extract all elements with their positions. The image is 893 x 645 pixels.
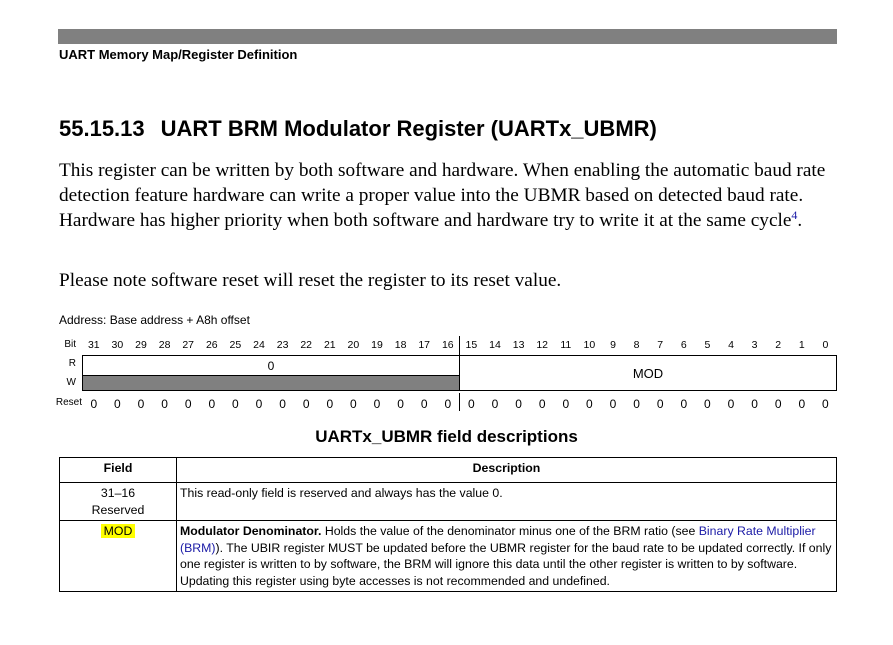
bit-number: 14 bbox=[489, 339, 501, 351]
paragraph-2: Please note software reset will reset the register to its reset value. bbox=[59, 270, 562, 291]
reset-value: 0 bbox=[326, 397, 334, 411]
description-column-header: Description bbox=[177, 458, 837, 483]
bit-number: 6 bbox=[680, 339, 687, 351]
reset-value: 0 bbox=[397, 397, 404, 411]
reserved-read-value: 0 bbox=[267, 359, 275, 373]
register-address: Address: Base address + A8h offset bbox=[59, 313, 250, 327]
field-name: Reserved bbox=[91, 502, 145, 517]
section-number: 55.15.13 bbox=[59, 116, 145, 141]
brm-link[interactable]: Binary Rate Multiplier (BRM) bbox=[180, 524, 816, 555]
bit-number: 10 bbox=[583, 339, 596, 351]
write-row-label: W bbox=[66, 377, 76, 388]
bit-number: 25 bbox=[229, 339, 242, 351]
reset-value: 0 bbox=[822, 397, 829, 411]
reserved-write-bar bbox=[83, 375, 459, 390]
paragraph-1-text: This register can be written by both software and hardware. When enabling the automatic baud rate detection feature hardware can write a proper value into the UBMR based on detected baud rate. Hardware has higher priority when both software and hardware try to write it at the same cycle bbox=[59, 160, 826, 231]
description-bold-lead: Modulator Denominator. bbox=[180, 524, 322, 538]
bit-number: 24 bbox=[253, 339, 265, 351]
reset-value: 0 bbox=[468, 397, 475, 411]
bit-row-label: Bit bbox=[64, 339, 76, 350]
bit-number: 9 bbox=[610, 339, 616, 351]
bit-number: 8 bbox=[633, 339, 640, 351]
bit-number: 13 bbox=[512, 339, 525, 351]
bit-number: 23 bbox=[276, 339, 289, 351]
reset-value: 0 bbox=[538, 397, 546, 411]
description-cell bbox=[177, 521, 837, 592]
bit-number: 12 bbox=[536, 339, 549, 351]
section-heading bbox=[59, 116, 657, 142]
bit-number: 15 bbox=[465, 339, 478, 351]
bit-number: 5 bbox=[704, 339, 711, 351]
description-text: Holds the value of the denominator minus one of the BRM ratio (see bbox=[321, 524, 699, 538]
reset-value: 0 bbox=[586, 397, 593, 411]
reset-value: 0 bbox=[727, 397, 735, 411]
bit-number: 17 bbox=[418, 339, 431, 351]
bit-number: 7 bbox=[657, 339, 664, 351]
bit-number: 4 bbox=[728, 339, 734, 351]
bit-number: 2 bbox=[775, 339, 782, 351]
bit-number: 27 bbox=[182, 339, 195, 351]
description-text-end: ). The UBIR register MUST be updated before the UBMR register for the baud rate to be updated correctly. If only one register is written to by software, the BRM will ignore this data until the other register is written to by software. Updating this register using byte accesses is not recommended and undefined. bbox=[180, 540, 832, 588]
reset-value: 0 bbox=[444, 397, 452, 411]
reset-value: 0 bbox=[90, 397, 98, 411]
bit-number: 30 bbox=[111, 339, 124, 351]
running-head: UART Memory Map/Register Definition bbox=[59, 47, 298, 62]
header-rule bbox=[58, 42, 837, 44]
reset-value: 0 bbox=[114, 397, 121, 411]
field-column-header: Field bbox=[60, 458, 177, 483]
field-cell bbox=[60, 483, 177, 521]
reset-value: 0 bbox=[680, 397, 688, 411]
table-row bbox=[60, 483, 837, 521]
bit-number: 26 bbox=[205, 339, 218, 351]
reset-value: 0 bbox=[774, 397, 782, 411]
reset-value: 0 bbox=[656, 397, 664, 411]
bit-number: 29 bbox=[135, 339, 147, 351]
bit-number: 18 bbox=[394, 339, 407, 351]
bit-divider-top bbox=[459, 336, 460, 355]
bit-number: 20 bbox=[347, 339, 360, 351]
field-cell bbox=[60, 521, 177, 592]
bit-number: 22 bbox=[300, 339, 313, 351]
bit-number: 28 bbox=[158, 339, 171, 351]
description-cell: This read-only field is reserved and always has the value 0. bbox=[177, 483, 837, 521]
table-header-row bbox=[60, 458, 837, 483]
bit-number: 31 bbox=[87, 339, 100, 351]
bit-number: 3 bbox=[751, 339, 758, 351]
reset-value: 0 bbox=[633, 397, 640, 411]
field-name-highlighted: MOD bbox=[101, 524, 136, 538]
paragraph-1-end: . bbox=[797, 210, 803, 231]
reset-row-label: Reset bbox=[55, 397, 82, 408]
table-row bbox=[60, 521, 837, 592]
footnote-link[interactable]: 4 bbox=[791, 208, 798, 222]
reset-value: 0 bbox=[279, 397, 286, 411]
reset-value: 0 bbox=[515, 397, 522, 411]
reset-value: 0 bbox=[751, 397, 758, 411]
reserved-field-box bbox=[82, 355, 460, 391]
bit-number: 19 bbox=[371, 339, 383, 351]
mod-field-box bbox=[459, 355, 837, 391]
field-bits: 31–16 bbox=[100, 486, 136, 500]
reset-value: 0 bbox=[373, 397, 381, 411]
bit-number: 11 bbox=[560, 339, 572, 351]
reset-value: 0 bbox=[350, 397, 357, 411]
reset-value: 0 bbox=[562, 397, 570, 411]
bit-number: 0 bbox=[822, 339, 829, 351]
bit-divider-bottom bbox=[459, 393, 460, 411]
reset-value: 0 bbox=[491, 397, 499, 411]
reset-value: 0 bbox=[184, 397, 192, 411]
bit-number: 21 bbox=[323, 339, 336, 351]
bit-number: 16 bbox=[441, 339, 454, 351]
header-bar bbox=[58, 29, 837, 43]
section-title: UART BRM Modulator Register (UARTx_UBMR) bbox=[160, 116, 657, 141]
reset-value: 0 bbox=[302, 397, 310, 411]
reset-value: 0 bbox=[137, 397, 145, 411]
field-description-table bbox=[59, 457, 837, 592]
read-row-label: R bbox=[68, 358, 76, 369]
reset-value: 0 bbox=[798, 397, 806, 411]
reset-value: 0 bbox=[255, 397, 263, 411]
reset-value: 0 bbox=[420, 397, 428, 411]
reset-value: 0 bbox=[704, 397, 711, 411]
reset-value: 0 bbox=[161, 397, 168, 411]
reset-value: 0 bbox=[609, 397, 617, 411]
table-title: UARTx_UBMR field descriptions bbox=[315, 427, 578, 446]
mod-field-label: MOD bbox=[632, 365, 664, 381]
reset-value: 0 bbox=[232, 397, 239, 411]
paragraph-1 bbox=[59, 158, 849, 233]
reset-value: 0 bbox=[208, 397, 216, 411]
bit-number: 1 bbox=[798, 339, 805, 351]
